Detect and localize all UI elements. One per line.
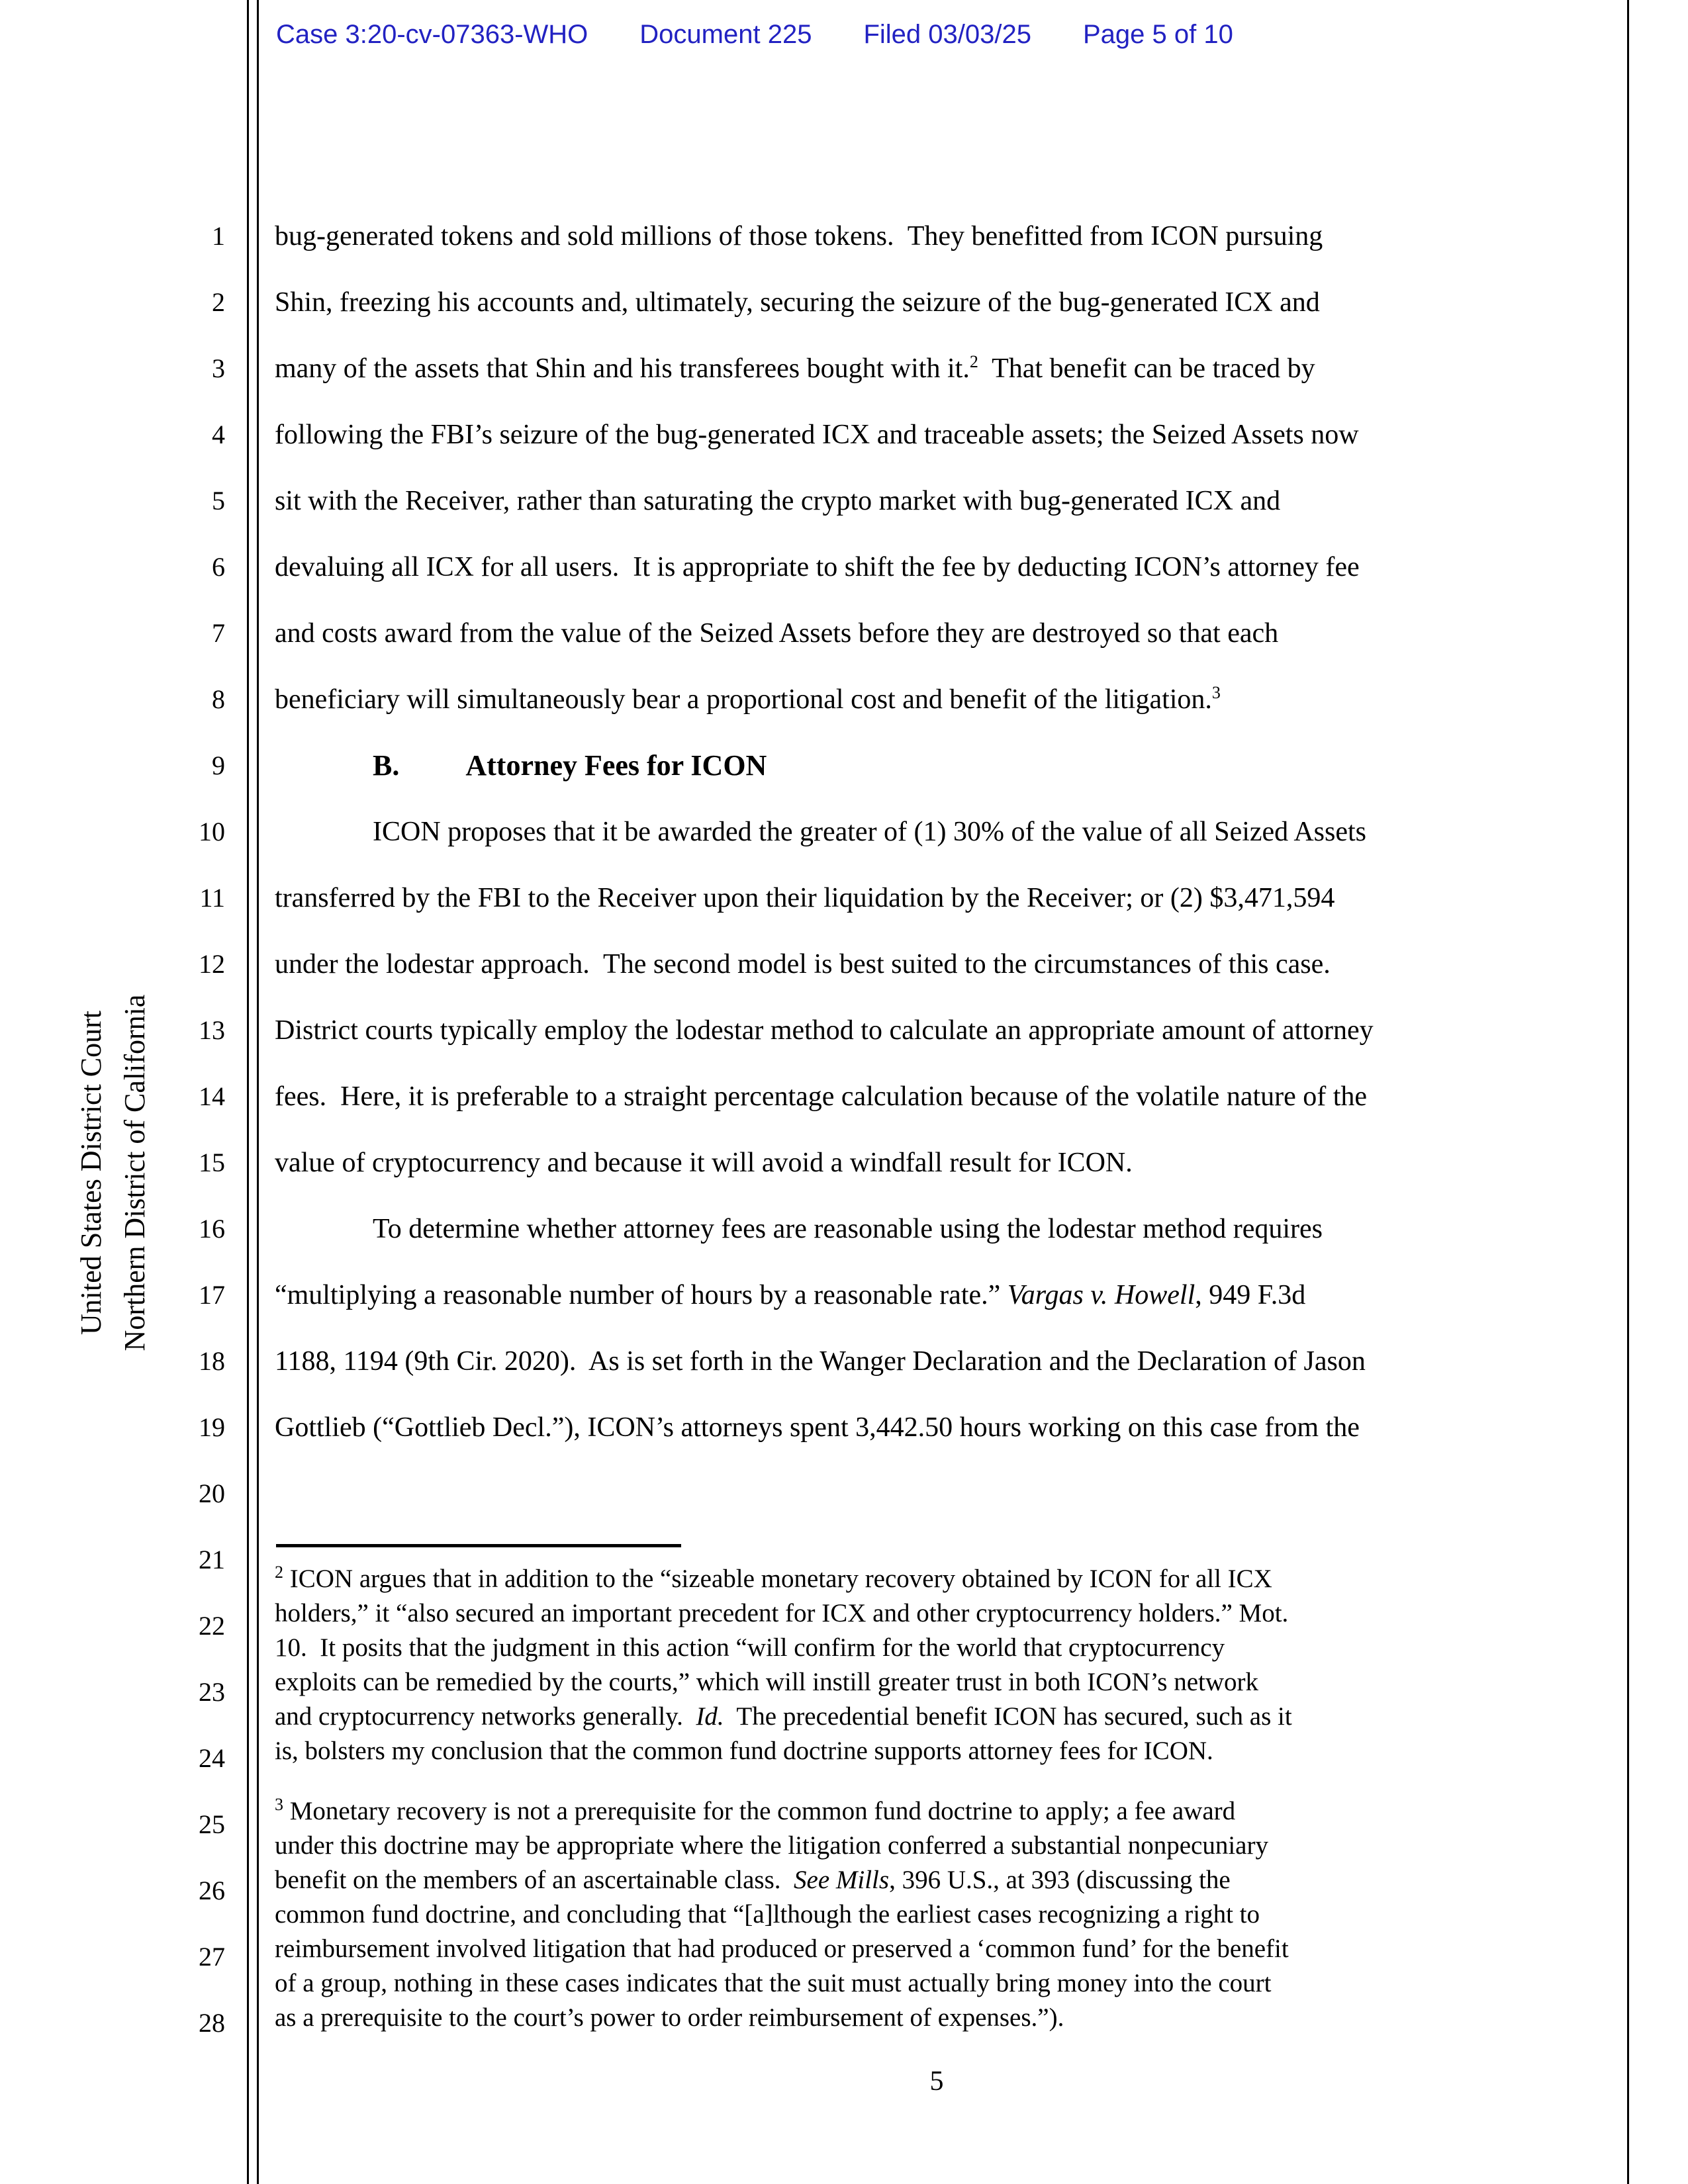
line-number: 8 (212, 684, 225, 714)
line-number: 7 (212, 618, 225, 648)
body-line (275, 865, 1546, 931)
line-number: 23 (199, 1677, 225, 1707)
footnote-2 (275, 1562, 1572, 1768)
line-number: 21 (199, 1545, 225, 1574)
text-segment: beneficiary will simultaneously bear a proportional cost and benefit of the litigation. (275, 684, 1212, 715)
right-margin-rule (1627, 0, 1629, 2184)
court-name-line1: United States District Court (75, 1010, 107, 1336)
text-segment: under this doctrine may be appropriate where the litigation conferred a substantial nonpecuniary (275, 1831, 1268, 1860)
footnote-reference: 3 (275, 1795, 283, 1814)
text-segment: many of the assets that Shin and his transferees bought with it. (275, 353, 970, 384)
text-segment: of a group, nothing in these cases indicates that the suit must actually bring money into the court (275, 1969, 1272, 1997)
line-number: 26 (199, 1876, 225, 1905)
body-line (275, 733, 1546, 799)
body-line (275, 534, 1546, 600)
footnote-line (275, 1562, 1572, 1596)
text-segment: exploits can be remedied by the courts,” which will instill greater trust in both ICON’s network (275, 1668, 1258, 1696)
header-case-number: Case 3:20-cv-07363-WHO (276, 20, 588, 49)
left-double-rule-inner (257, 0, 259, 2184)
footnote-line (275, 1829, 1572, 1863)
body-line (275, 997, 1546, 1064)
text-segment: and costs award from the value of the Seized Assets before they are destroyed so that each (275, 618, 1279, 649)
body-line (275, 931, 1546, 997)
line-number: 16 (199, 1214, 225, 1244)
footnote-line (275, 1631, 1572, 1665)
text-segment: ICON argues that in addition to the “sizeable monetary recovery obtained by ICON for all ICX (283, 1565, 1272, 1593)
text-segment: B. (373, 749, 400, 782)
text-segment: and cryptocurrency networks generally. (275, 1702, 696, 1731)
line-number: 12 (199, 949, 225, 979)
line-number: 28 (199, 2008, 225, 2038)
body-line (275, 1196, 1546, 1262)
line-number: 11 (199, 883, 225, 913)
body-line (275, 666, 1546, 733)
text-segment: Shin, freezing his accounts and, ultimately, securing the seizure of the bug-generated ICX and (275, 287, 1320, 318)
text-segment: under the lodestar approach. The second model is best suited to the circumstances of this case. (275, 949, 1331, 979)
footnote-line (275, 1897, 1572, 1932)
text-segment: benefit on the members of an ascertainable class. (275, 1866, 794, 1894)
body-line (275, 799, 1546, 865)
line-number: 4 (212, 420, 225, 449)
line-number: 27 (199, 1942, 225, 1972)
line-number: 17 (199, 1280, 225, 1310)
text-segment: “multiplying a reasonable number of hours by a reasonable rate.” (275, 1280, 1008, 1310)
text-segment: common fund doctrine, and concluding that “[a]lthough the earliest cases recognizing a right to (275, 1900, 1260, 1929)
header-page-info: Page 5 of 10 (1082, 20, 1233, 49)
line-number: 15 (199, 1148, 225, 1177)
footnote-line (275, 1932, 1572, 1966)
text-segment: Gottlieb (“Gottlieb Decl.”), ICON’s attorneys spent 3,442.50 hours working on this case from the (275, 1412, 1360, 1443)
body-line (275, 1064, 1546, 1130)
line-number: 3 (212, 353, 225, 383)
body-line (275, 600, 1546, 666)
text-segment: ICON proposes that it be awarded the greater of (1) 30% of the value of all Seized Assets (373, 817, 1367, 847)
line-number: 6 (212, 552, 225, 582)
header-document-number: Document 225 (639, 20, 812, 49)
text-segment: Id. (696, 1702, 724, 1731)
footnote-reference: 3 (1211, 683, 1221, 702)
line-number: 2 (212, 287, 225, 317)
text-segment: , 949 F.3d (1195, 1280, 1306, 1310)
text-segment: To determine whether attorney fees are reasonable using the lodestar method requires (373, 1214, 1323, 1244)
text-segment: That benefit can be traced by (978, 353, 1315, 384)
body-line (275, 336, 1546, 402)
text-segment: is, bolsters my conclusion that the common fund doctrine supports attorney fees for ICON. (275, 1737, 1213, 1765)
text-segment: sit with the Receiver, rather than saturating the crypto market with bug-generated ICX and (275, 486, 1281, 516)
text-segment: , 396 U.S., at 393 (discussing the (889, 1866, 1231, 1894)
header-filed-date: Filed 03/03/25 (863, 20, 1031, 49)
line-number: 24 (199, 1743, 225, 1773)
line-number: 1 (212, 221, 225, 251)
text-segment: devaluing all ICX for all users. It is appropriate to shift the fee by deducting ICON’s attorney fee (275, 552, 1360, 582)
body-line (275, 1262, 1546, 1328)
line-number-column (132, 203, 225, 2056)
footnote-line (275, 1665, 1572, 1700)
line-number: 5 (212, 486, 225, 516)
text-segment: Vargas v. Howell (1007, 1280, 1196, 1310)
text-segment: holders,” it “also secured an important precedent for ICX and other cryptocurrency holders.” Mot. (275, 1599, 1289, 1627)
body-text (275, 203, 1546, 1461)
footnote-line (275, 1734, 1572, 1768)
text-segment: Monetary recovery is not a prerequisite for the common fund doctrine to apply; a fee award (283, 1797, 1236, 1825)
case-header (276, 20, 1233, 50)
body-line (275, 203, 1546, 269)
body-line (275, 402, 1546, 468)
footnote-reference: 2 (275, 1563, 283, 1582)
footnote-separator (276, 1544, 681, 1547)
footnote-line (275, 1863, 1572, 1897)
left-double-rule-outer (247, 0, 249, 2184)
footnote-line (275, 1596, 1572, 1631)
text-segment: District courts typically employ the lodestar method to calculate an appropriate amount of attorney (275, 1015, 1374, 1046)
page-number: 5 (929, 2066, 944, 2097)
text-segment: reimbursement involved litigation that had produced or preserved a ‘common fund’ for the benefit (275, 1934, 1289, 1963)
footnote-line (275, 1794, 1572, 1829)
text-segment: as a prerequisite to the court’s power to order reimbursement of expenses.”). (275, 2003, 1064, 2032)
body-line (275, 1328, 1546, 1394)
text-segment: transferred by the FBI to the Receiver upon their liquidation by the Receiver; or (2) $3,471,594 (275, 883, 1335, 913)
footnote-reference: 2 (969, 352, 978, 371)
text-segment: 1188, 1194 (9th Cir. 2020). As is set forth in the Wanger Declaration and the Declaration of Jason (275, 1346, 1366, 1377)
court-name-line2: Northern District of California (118, 994, 151, 1351)
footnote-line (275, 2001, 1572, 2035)
line-number: 9 (212, 751, 225, 780)
body-line (275, 1130, 1546, 1196)
text-segment: fees. Here, it is preferable to a straight percentage calculation because of the volatile nature of the (275, 1081, 1368, 1112)
text-segment: bug-generated tokens and sold millions of those tokens. They benefitted from ICON pursuing (275, 221, 1323, 251)
body-line (275, 269, 1546, 336)
line-number: 13 (199, 1015, 225, 1045)
line-number: 10 (199, 817, 225, 846)
footnote-line (275, 1966, 1572, 2001)
line-number: 22 (199, 1611, 225, 1641)
text-segment: following the FBI’s seizure of the bug-generated ICX and traceable assets; the Seized Assets now (275, 420, 1359, 450)
text-segment: The precedential benefit ICON has secured, such as it (724, 1702, 1292, 1731)
text-segment: See Mills (794, 1866, 890, 1894)
body-line (275, 468, 1546, 534)
line-number: 20 (199, 1479, 225, 1508)
footnote-3 (275, 1794, 1572, 2035)
line-number: 25 (199, 1809, 225, 1839)
body-line (275, 1394, 1546, 1461)
footnote-line (275, 1700, 1572, 1734)
text-segment: 10. It posits that the judgment in this action “will confirm for the world that cryptocurrency (275, 1633, 1225, 1662)
line-number: 18 (199, 1346, 225, 1376)
line-number: 19 (199, 1412, 225, 1442)
text-segment: value of cryptocurrency and because it will avoid a windfall result for ICON. (275, 1148, 1133, 1178)
text-segment: Attorney Fees for ICON (465, 749, 767, 782)
line-number: 14 (199, 1081, 225, 1111)
